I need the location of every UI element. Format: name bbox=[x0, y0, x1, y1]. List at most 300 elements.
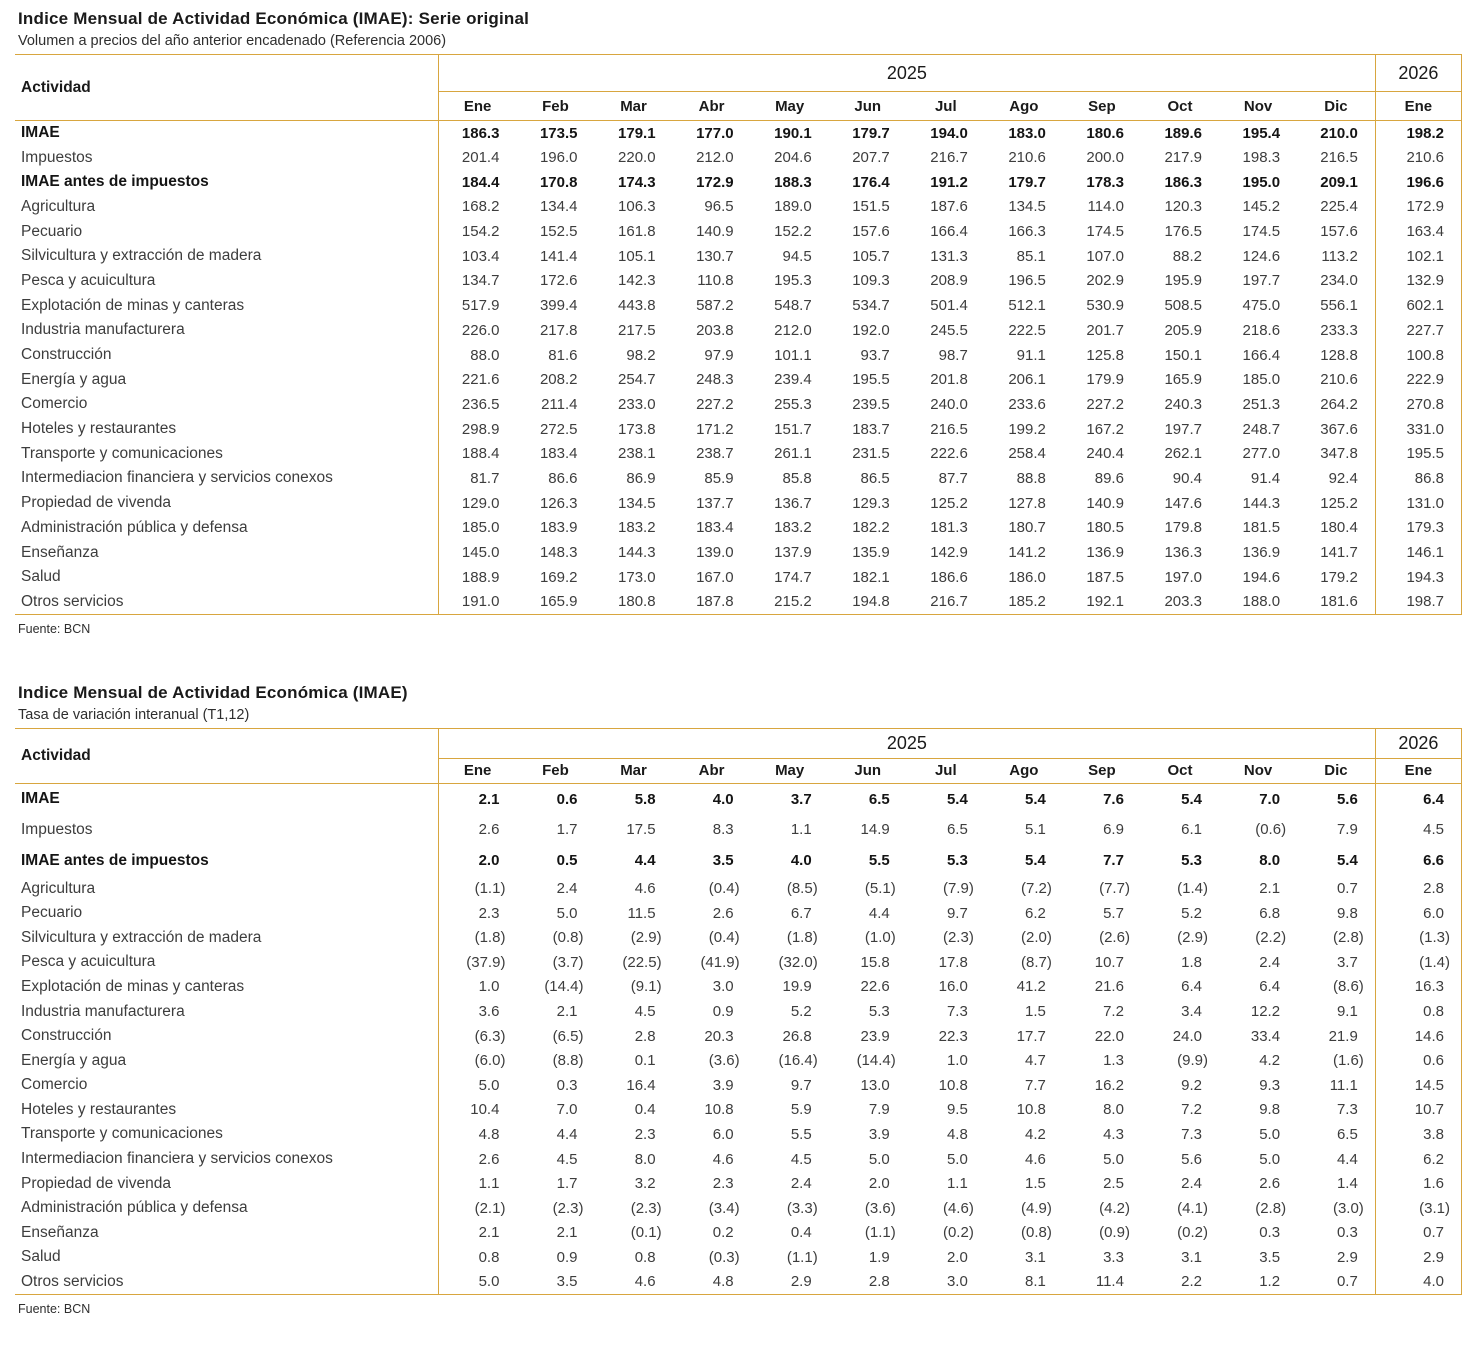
value-cell: 94.5 bbox=[782, 247, 812, 265]
value-cell: 2.6 bbox=[438, 1147, 516, 1172]
value-cell: 1.9 bbox=[868, 1248, 890, 1266]
table-row bbox=[15, 845, 1462, 876]
value-cell: 109.3 bbox=[852, 272, 890, 290]
value-cell: 4.8 bbox=[673, 1270, 751, 1295]
value-cell: (6.5) bbox=[552, 1027, 584, 1045]
activity-label-cell: Salud bbox=[21, 568, 61, 586]
month-header: Oct bbox=[1141, 758, 1219, 783]
value-cell: (2.3) bbox=[552, 1199, 584, 1217]
value-cell: 0.7 bbox=[1336, 880, 1358, 898]
value-cell: 14.5 bbox=[1375, 1073, 1461, 1098]
activity-label-cell: Comercio bbox=[21, 395, 88, 413]
month-header: Jul bbox=[907, 758, 985, 783]
activity-label-cell: Explotación de minas y canteras bbox=[21, 296, 245, 314]
activity-label-cell: Industria manufacturera bbox=[21, 321, 185, 339]
table-row bbox=[15, 195, 1462, 220]
value-cell: (4.1) bbox=[1177, 1199, 1208, 1217]
value-cell: 5.0 bbox=[556, 904, 578, 922]
value-cell: 4.3 bbox=[1103, 1125, 1124, 1143]
value-cell: 8.0 bbox=[1103, 1101, 1124, 1119]
value-cell: 134.7 bbox=[438, 269, 516, 294]
value-cell: 188.3 bbox=[774, 173, 812, 191]
value-cell: 5.0 bbox=[1103, 1150, 1124, 1168]
value-cell: 264.2 bbox=[1320, 395, 1358, 413]
table-row bbox=[15, 170, 1462, 195]
month-header: Jul bbox=[907, 92, 985, 121]
value-cell: (8.7) bbox=[1021, 953, 1052, 971]
value-cell: 173.8 bbox=[618, 420, 656, 438]
month-header: Ene bbox=[438, 758, 516, 783]
value-cell: 210.6 bbox=[1320, 371, 1358, 389]
value-cell: 6.0 bbox=[1375, 901, 1461, 926]
value-cell: 3.9 bbox=[868, 1125, 890, 1143]
value-cell: 222.9 bbox=[1375, 367, 1461, 392]
value-cell: 113.2 bbox=[1321, 247, 1358, 265]
value-cell: 187.8 bbox=[673, 590, 751, 615]
activity-label-cell: Pesca y acuicultura bbox=[21, 953, 156, 971]
value-cell: 180.7 bbox=[1008, 519, 1046, 537]
value-cell: 602.1 bbox=[1375, 293, 1461, 318]
value-cell: 216.7 bbox=[907, 590, 985, 615]
value-cell: 10.7 bbox=[1094, 953, 1124, 971]
value-cell: 5.4 bbox=[1181, 790, 1202, 808]
activity-label-cell: IMAE bbox=[21, 790, 60, 807]
value-cell: 1.5 bbox=[1025, 1003, 1046, 1021]
activity-label-cell: Pesca y acuicultura bbox=[21, 271, 156, 289]
value-cell: 172.9 bbox=[1375, 195, 1461, 220]
value-cell: 3.2 bbox=[634, 1175, 656, 1193]
value-cell: 2.6 bbox=[712, 904, 734, 922]
value-cell: 5.0 bbox=[1259, 1125, 1281, 1143]
value-cell: (1.0) bbox=[864, 929, 896, 947]
value-cell: (1.1) bbox=[864, 1224, 896, 1242]
activity-label-cell: Industria manufacturera bbox=[21, 1002, 185, 1020]
value-cell: 240.3 bbox=[1164, 395, 1202, 413]
month-header: Dic bbox=[1297, 758, 1375, 783]
value-cell: 204.6 bbox=[774, 149, 812, 167]
value-cell: 5.4 bbox=[1336, 852, 1358, 870]
value-cell: 0.8 bbox=[634, 1248, 656, 1266]
value-cell: 179.9 bbox=[1086, 371, 1124, 389]
value-cell: 89.6 bbox=[1094, 469, 1124, 487]
value-cell: 4.6 bbox=[634, 880, 656, 898]
table-subtitle: Volumen a precios del año anterior encadenado (Referencia 2006) bbox=[18, 33, 447, 49]
activity-label-cell: Enseñanza bbox=[21, 543, 99, 561]
value-cell: 226.0 bbox=[438, 318, 516, 343]
value-cell: (3.4) bbox=[708, 1199, 740, 1217]
value-cell: 19.9 bbox=[782, 978, 812, 996]
value-cell: 3.6 bbox=[438, 999, 516, 1024]
value-cell: 5.3 bbox=[868, 1003, 890, 1021]
value-cell: 7.9 bbox=[1336, 821, 1358, 839]
value-cell: 534.7 bbox=[852, 297, 890, 315]
activity-label-cell: Construcción bbox=[21, 1027, 112, 1045]
value-cell: 4.6 bbox=[712, 1150, 734, 1168]
value-cell: 199.2 bbox=[1008, 420, 1046, 438]
value-cell: 2.8 bbox=[829, 1270, 907, 1295]
value-cell: 187.6 bbox=[930, 198, 968, 216]
year-header-2026: 2026 bbox=[1375, 55, 1461, 92]
table-row bbox=[15, 145, 1462, 170]
value-cell: 166.4 bbox=[930, 223, 968, 241]
value-cell: 142.3 bbox=[618, 272, 656, 290]
value-cell: (6.3) bbox=[438, 1024, 516, 1049]
value-cell: 367.6 bbox=[1320, 420, 1358, 438]
value-cell: 2.3 bbox=[438, 901, 516, 926]
value-cell: 7.7 bbox=[1103, 852, 1124, 870]
value-cell: 24.0 bbox=[1172, 1027, 1202, 1045]
value-cell: 88.2 bbox=[1172, 247, 1202, 265]
value-cell: (0.6) bbox=[1255, 821, 1287, 839]
value-cell: (2.6) bbox=[1099, 929, 1130, 947]
value-cell: 9.7 bbox=[790, 1076, 812, 1094]
value-cell: 5.6 bbox=[1336, 790, 1358, 808]
table-row bbox=[15, 293, 1462, 318]
value-cell: 206.1 bbox=[1008, 371, 1046, 389]
value-cell: 7.3 bbox=[1181, 1125, 1202, 1143]
value-cell: 233.0 bbox=[618, 395, 656, 413]
value-cell: 169.2 bbox=[539, 568, 578, 586]
activity-label-cell: Pecuario bbox=[21, 222, 83, 240]
value-cell: 227.7 bbox=[1375, 318, 1461, 343]
value-cell: 443.8 bbox=[618, 297, 656, 315]
value-cell: 16.2 bbox=[1094, 1076, 1124, 1094]
value-cell: (2.0) bbox=[1021, 929, 1052, 947]
activity-label-cell: Otros servicios bbox=[15, 590, 438, 615]
value-cell: 215.2 bbox=[751, 590, 829, 615]
value-cell: 3.7 bbox=[790, 790, 812, 808]
value-cell: 10.4 bbox=[438, 1098, 516, 1123]
value-cell: 196.6 bbox=[1375, 170, 1461, 195]
value-cell: 181.3 bbox=[930, 519, 968, 537]
value-cell: 130.7 bbox=[696, 247, 734, 265]
activity-label-cell: IMAE bbox=[21, 124, 60, 142]
value-cell: 177.0 bbox=[696, 124, 734, 142]
value-cell: 3.5 bbox=[712, 852, 734, 870]
value-cell: 145.0 bbox=[438, 540, 516, 565]
value-cell: 81.7 bbox=[438, 466, 516, 491]
value-cell: 4.4 bbox=[1336, 1150, 1358, 1168]
value-cell: 194.8 bbox=[829, 590, 907, 615]
value-cell: 21.6 bbox=[1094, 978, 1124, 996]
activity-label-cell: Enseñanza bbox=[21, 1223, 99, 1241]
value-cell: 231.5 bbox=[852, 445, 890, 463]
value-cell: 7.9 bbox=[868, 1101, 890, 1119]
value-cell: 1.4 bbox=[1336, 1175, 1358, 1193]
value-cell: 189.6 bbox=[1164, 124, 1202, 142]
value-cell: 8.0 bbox=[1259, 852, 1281, 870]
value-cell: 20.3 bbox=[704, 1027, 734, 1045]
table-subtitle: Tasa de variación interanual (T1,12) bbox=[18, 706, 250, 723]
value-cell: 14.9 bbox=[860, 821, 890, 839]
value-cell: 201.4 bbox=[438, 145, 516, 170]
value-cell: 129.0 bbox=[438, 491, 516, 516]
value-cell: 101.1 bbox=[774, 346, 812, 364]
table-row bbox=[15, 925, 1462, 950]
value-cell: 0.2 bbox=[712, 1224, 734, 1242]
value-cell: 173.5 bbox=[539, 124, 578, 142]
value-cell: 180.8 bbox=[595, 590, 673, 615]
value-cell: 190.1 bbox=[774, 124, 812, 142]
value-cell: 0.5 bbox=[556, 852, 578, 870]
value-cell: (7.9) bbox=[942, 880, 974, 898]
value-cell: 7.7 bbox=[1025, 1076, 1046, 1094]
value-cell: 182.2 bbox=[852, 519, 890, 537]
activity-label-cell: Energía y agua bbox=[21, 1051, 127, 1069]
value-cell: 85.9 bbox=[704, 469, 734, 487]
table-row bbox=[15, 1245, 1462, 1270]
value-cell: 7.2 bbox=[1103, 1003, 1124, 1021]
value-cell: (3.3) bbox=[786, 1199, 818, 1217]
activity-column-header: Actividad bbox=[15, 728, 438, 783]
value-cell: 165.9 bbox=[1164, 371, 1202, 389]
value-cell: 86.8 bbox=[1375, 466, 1461, 491]
value-cell: 5.5 bbox=[790, 1125, 812, 1143]
value-cell: (3.1) bbox=[1375, 1196, 1461, 1221]
value-cell: (0.4) bbox=[708, 880, 740, 898]
value-cell: 222.5 bbox=[1008, 321, 1046, 339]
table-row bbox=[15, 901, 1462, 926]
value-cell: (9.9) bbox=[1177, 1052, 1208, 1070]
value-cell: 197.0 bbox=[1164, 568, 1202, 586]
value-cell: 4.5 bbox=[556, 1150, 578, 1168]
value-cell: (5.1) bbox=[864, 880, 896, 898]
value-cell: 3.4 bbox=[1181, 1003, 1202, 1021]
value-cell: 508.5 bbox=[1164, 297, 1202, 315]
value-cell: 196.5 bbox=[1008, 272, 1046, 290]
value-cell: 225.4 bbox=[1320, 198, 1358, 216]
value-cell: 1.1 bbox=[946, 1175, 968, 1193]
activity-label-cell: Administración pública y defensa bbox=[21, 1199, 248, 1217]
value-cell: 195.5 bbox=[852, 371, 890, 389]
value-cell: 2.1 bbox=[556, 1003, 578, 1021]
value-cell: 9.1 bbox=[1336, 1003, 1358, 1021]
value-cell: 7.0 bbox=[556, 1101, 578, 1119]
value-cell: (0.3) bbox=[708, 1248, 740, 1266]
value-cell: 517.9 bbox=[438, 293, 516, 318]
value-cell: 127.8 bbox=[1008, 494, 1046, 512]
month-header: Ene bbox=[1375, 92, 1461, 121]
value-cell: (14.4) bbox=[856, 1052, 896, 1070]
value-cell: 88.0 bbox=[438, 343, 516, 368]
value-cell: 5.4 bbox=[1025, 790, 1046, 808]
value-cell: 131.3 bbox=[930, 247, 968, 265]
value-cell: 96.5 bbox=[704, 198, 734, 216]
value-cell: 2.3 bbox=[634, 1125, 656, 1143]
value-cell: 200.0 bbox=[1086, 149, 1124, 167]
value-cell: 136.9 bbox=[1086, 544, 1124, 562]
table-row bbox=[15, 244, 1462, 269]
value-cell: (2.9) bbox=[630, 929, 662, 947]
value-cell: 5.3 bbox=[946, 852, 968, 870]
value-cell: 180.4 bbox=[1320, 519, 1358, 537]
value-cell: 85.8 bbox=[782, 469, 812, 487]
value-cell: 110.8 bbox=[697, 272, 734, 290]
value-cell: 1.0 bbox=[438, 975, 516, 1000]
table-body bbox=[15, 121, 1462, 615]
value-cell: 0.9 bbox=[712, 1003, 734, 1021]
value-cell: 2.1 bbox=[438, 783, 516, 814]
month-header: Mar bbox=[595, 92, 673, 121]
value-cell: (2.1) bbox=[438, 1196, 516, 1221]
value-cell: 4.2 bbox=[1025, 1125, 1046, 1143]
value-cell: 240.4 bbox=[1086, 445, 1124, 463]
value-cell: 131.0 bbox=[1375, 491, 1461, 516]
table-title: Indice Mensual de Actividad Económica (IMAE) bbox=[18, 682, 408, 702]
value-cell: 3.3 bbox=[1103, 1248, 1124, 1266]
value-cell: 93.7 bbox=[860, 346, 890, 364]
value-cell: 129.3 bbox=[852, 494, 890, 512]
value-cell: 134.4 bbox=[539, 198, 578, 216]
value-cell: 187.5 bbox=[1086, 568, 1124, 586]
value-cell: 6.1 bbox=[1181, 821, 1202, 839]
value-cell: 174.3 bbox=[618, 173, 656, 191]
table-row bbox=[15, 491, 1462, 516]
value-cell: 11.5 bbox=[627, 904, 656, 922]
value-cell: 238.7 bbox=[696, 445, 734, 463]
value-cell: 261.1 bbox=[774, 445, 812, 463]
value-cell: 2.0 bbox=[946, 1248, 968, 1266]
value-cell: 198.2 bbox=[1375, 121, 1461, 146]
value-cell: 195.0 bbox=[1242, 173, 1281, 191]
value-cell: 6.8 bbox=[1259, 904, 1281, 922]
value-cell: 13.0 bbox=[860, 1076, 890, 1094]
value-cell: 151.5 bbox=[852, 198, 890, 216]
value-cell: (3.6) bbox=[708, 1052, 740, 1070]
value-cell: 41.2 bbox=[1016, 978, 1046, 996]
value-cell: 2.4 bbox=[556, 880, 578, 898]
value-cell: 9.2 bbox=[1181, 1076, 1202, 1094]
value-cell: 501.4 bbox=[930, 297, 968, 315]
value-cell: 16.0 bbox=[938, 978, 968, 996]
value-cell: 216.5 bbox=[1320, 149, 1358, 167]
value-cell: 174.5 bbox=[1242, 223, 1281, 241]
value-cell: 212.0 bbox=[696, 149, 734, 167]
table-row bbox=[15, 1196, 1462, 1221]
value-cell: 0.3 bbox=[556, 1076, 578, 1094]
activity-label-cell: Transporte y comunicaciones bbox=[21, 444, 223, 462]
value-cell: (4.2) bbox=[1099, 1199, 1130, 1217]
value-cell: 141.7 bbox=[1320, 544, 1358, 562]
value-cell: 2.0 bbox=[868, 1175, 890, 1193]
table-row bbox=[15, 269, 1462, 294]
value-cell: 399.4 bbox=[539, 297, 578, 315]
month-header: Sep bbox=[1063, 758, 1141, 783]
value-cell: 202.9 bbox=[1086, 272, 1124, 290]
value-cell: (0.9) bbox=[1099, 1224, 1130, 1242]
activity-label-cell: Hoteles y restaurantes bbox=[21, 420, 177, 438]
value-cell: (8.6) bbox=[1332, 978, 1364, 996]
value-cell: 98.7 bbox=[938, 346, 968, 364]
activity-label-cell: Propiedad de vivenda bbox=[21, 494, 171, 512]
table-row bbox=[15, 1122, 1462, 1147]
value-cell: 135.9 bbox=[852, 544, 890, 562]
value-cell: (4.6) bbox=[942, 1199, 974, 1217]
value-cell: 4.2 bbox=[1259, 1052, 1281, 1070]
value-cell: 1.1 bbox=[438, 1171, 516, 1196]
value-cell: 92.4 bbox=[1328, 469, 1358, 487]
value-cell: 186.6 bbox=[930, 568, 968, 586]
table-row bbox=[15, 1073, 1462, 1098]
value-cell: 2.0 bbox=[438, 845, 516, 876]
value-cell: 0.3 bbox=[1336, 1224, 1358, 1242]
value-cell: 179.7 bbox=[1008, 173, 1046, 191]
value-cell: 179.2 bbox=[1320, 568, 1358, 586]
value-cell: 6.2 bbox=[1025, 904, 1046, 922]
activity-label-cell: Hoteles y restaurantes bbox=[21, 1100, 177, 1118]
value-cell: 6.4 bbox=[1375, 783, 1461, 814]
table-row bbox=[15, 565, 1462, 590]
value-cell: 217.9 bbox=[1164, 149, 1202, 167]
activity-label-cell: Silvicultura y extracción de madera bbox=[21, 928, 262, 946]
value-cell: (1.6) bbox=[1332, 1052, 1364, 1070]
value-cell: (8.8) bbox=[552, 1052, 584, 1070]
activity-label-cell: Salud bbox=[21, 1248, 61, 1266]
value-cell: 152.2 bbox=[774, 223, 812, 241]
value-cell: 5.3 bbox=[1181, 852, 1202, 870]
value-cell: 221.6 bbox=[438, 367, 516, 392]
value-cell: 210.6 bbox=[1008, 149, 1046, 167]
value-cell: 134.5 bbox=[618, 494, 656, 512]
value-cell: 106.3 bbox=[618, 198, 656, 216]
value-cell: (7.2) bbox=[1021, 880, 1052, 898]
value-cell: 14.6 bbox=[1375, 1024, 1461, 1049]
table-header bbox=[15, 55, 1462, 121]
month-header: Nov bbox=[1219, 92, 1297, 121]
value-cell: 195.9 bbox=[1164, 272, 1202, 290]
value-cell: (3.7) bbox=[552, 953, 584, 971]
value-cell: 16.3 bbox=[1375, 975, 1461, 1000]
value-cell: 185.2 bbox=[985, 590, 1063, 615]
value-cell: 183.0 bbox=[1008, 124, 1046, 142]
value-cell: 188.4 bbox=[438, 441, 516, 466]
value-cell: 181.6 bbox=[1297, 590, 1375, 615]
value-cell: 100.8 bbox=[1375, 343, 1461, 368]
value-cell: 0.8 bbox=[1375, 999, 1461, 1024]
value-cell: 140.9 bbox=[696, 223, 734, 241]
month-header: Sep bbox=[1063, 92, 1141, 121]
value-cell: 270.8 bbox=[1375, 392, 1461, 417]
value-cell: 8.1 bbox=[985, 1270, 1063, 1295]
value-cell: 136.9 bbox=[1242, 544, 1281, 562]
value-cell: 245.5 bbox=[930, 321, 968, 339]
value-cell: 185.0 bbox=[438, 516, 516, 541]
value-cell: 171.2 bbox=[696, 420, 734, 438]
month-header: Ago bbox=[985, 92, 1063, 121]
value-cell: 6.2 bbox=[1375, 1147, 1461, 1172]
value-cell: 548.7 bbox=[774, 297, 812, 315]
value-cell: 124.6 bbox=[1242, 247, 1281, 265]
value-cell: 5.2 bbox=[1181, 904, 1202, 922]
value-cell: 179.7 bbox=[852, 124, 890, 142]
table-row bbox=[15, 466, 1462, 491]
value-cell: 216.7 bbox=[930, 149, 968, 167]
value-cell: 248.7 bbox=[1242, 420, 1281, 438]
value-cell: 1.1 bbox=[790, 821, 812, 839]
value-cell: (2.3) bbox=[630, 1199, 662, 1217]
table-row bbox=[15, 318, 1462, 343]
value-cell: 172.6 bbox=[539, 272, 578, 290]
value-cell: 23.9 bbox=[860, 1027, 890, 1045]
value-cell: 203.3 bbox=[1141, 590, 1219, 615]
value-cell: 180.5 bbox=[1086, 519, 1124, 537]
value-cell: 347.8 bbox=[1320, 445, 1358, 463]
value-cell: 5.6 bbox=[1181, 1150, 1202, 1168]
value-cell: 6.4 bbox=[1259, 978, 1281, 996]
value-cell: 530.9 bbox=[1086, 297, 1124, 315]
value-cell: 6.9 bbox=[1103, 821, 1124, 839]
value-cell: 144.3 bbox=[618, 544, 656, 562]
